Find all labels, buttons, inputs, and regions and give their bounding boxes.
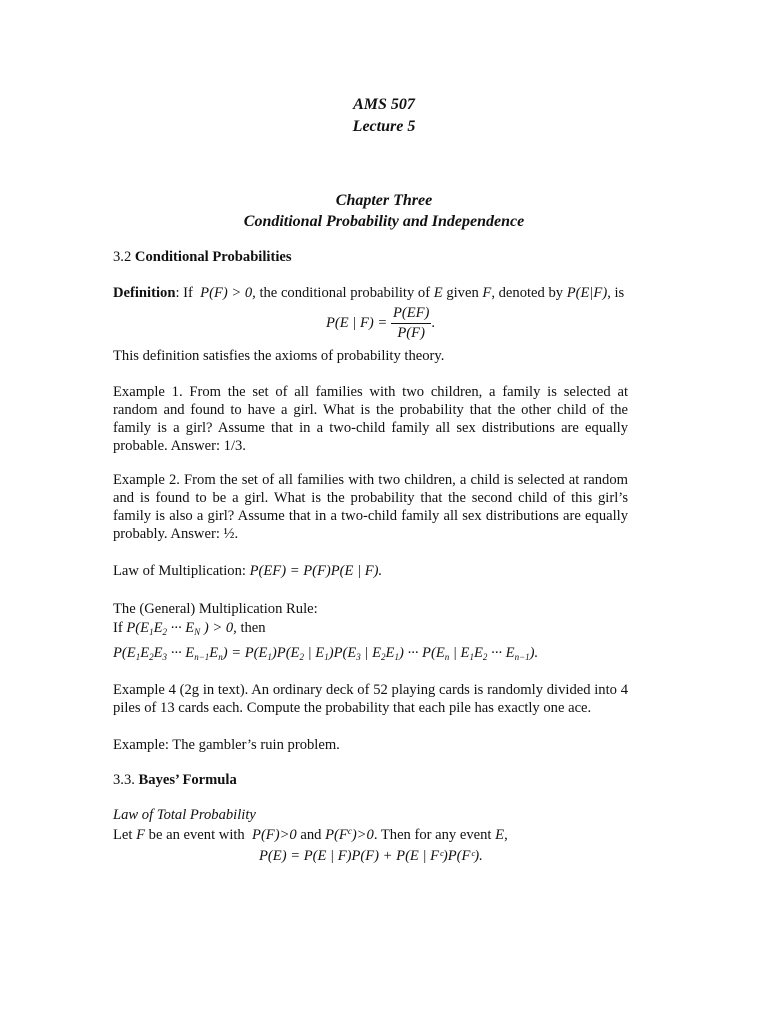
formula-numerator: P(EF)	[391, 304, 431, 324]
general-multiplication-formula: $P(E_1E_2E_3$ ··· $E_{n-1}E_n) = P(E_1)P(E_2$ | $E_1)P(E_3$ | $E_2E_1$) ··· $P(E_n$ | $E_1E_2$ ··· $E_{n-1}$).	[113, 645, 539, 662]
lecture-title: Lecture 5	[352, 118, 416, 135]
definition-notation: P(E|F)	[566, 285, 608, 301]
definition-line: Definition: If P(F) > 0, the conditional probability of E given F, denoted by P(E|F), is	[113, 285, 625, 301]
example-2	[113, 471, 628, 543]
section-number: 3.2	[113, 249, 132, 265]
section-3-2-heading	[113, 248, 292, 266]
law-formula: P(EF) = P(F)P(E | F).	[249, 563, 383, 579]
conditional-probability-formula: P(E | F) = $\frac{P(EF)}{P(F)}$ .	[326, 305, 436, 341]
example-4: Example 4 (2g in text). An ordinary deck of 52 playing cards is randomly divided into 4 piles of 13 cards each. Compute the probability that each pile has exactly one ace.	[113, 682, 628, 716]
definition-label: Definition	[113, 285, 176, 301]
section-title: Conditional Probabilities	[134, 249, 292, 265]
section-number: 3.3.	[113, 772, 135, 788]
example-2-answer: Answer: ½.	[170, 526, 239, 542]
example-gambler: Example: The gambler’s ruin problem.	[113, 737, 340, 753]
chapter-heading: Chapter Three	[335, 192, 433, 209]
law-of-multiplication: Law of Multiplication: P(EF) = P(F)P(E | F).	[113, 563, 383, 579]
total-probability-premise: Let F be an event with P(F)>0 and $P(F^c)>0$. Then for any event E,	[113, 826, 508, 843]
multiplication-condition: If $P(E_1E_2$ ··· $E_N$ ) > 0, then	[113, 620, 266, 637]
section-3-3-heading	[113, 771, 237, 789]
condition-expression: P(F) > 0,	[200, 285, 256, 301]
example-2-text: Example 2. From the set of all families with two children, a child is selected at random and is found to be a girl. What is the probability that the second child of this girl’s family is also a girl? Assume that in a two-child family all sex distributions are equally probably.	[113, 472, 628, 542]
course-title: AMS 507	[353, 96, 415, 113]
axioms-note: This definition satisfies the axioms of probability theory.	[113, 348, 445, 364]
example-1-answer: Answer: 1/3.	[170, 438, 246, 454]
general-multiplication-title: The (General) Multiplication Rule:	[113, 601, 318, 617]
formula-denominator: P(F)	[397, 325, 425, 341]
total-probability-formula: P(E) = P(E | F)P(F) + P(E | Fᶜ)P(Fᶜ).	[259, 848, 483, 864]
section-title: Bayes’ Formula	[138, 772, 237, 788]
formula-fraction	[391, 304, 431, 343]
total-probability-title: Law of Total Probability	[113, 807, 256, 823]
chapter-title: Conditional Probability and Independence	[243, 213, 525, 230]
example-1-text: Example 1. From the set of all families with two children, a family is selected at random and found to have a girl. What is the probability that the other child of the family is a girl? Assume that in a two-child family all sex distributions are equally probable.	[113, 384, 628, 454]
example-1	[113, 383, 628, 455]
